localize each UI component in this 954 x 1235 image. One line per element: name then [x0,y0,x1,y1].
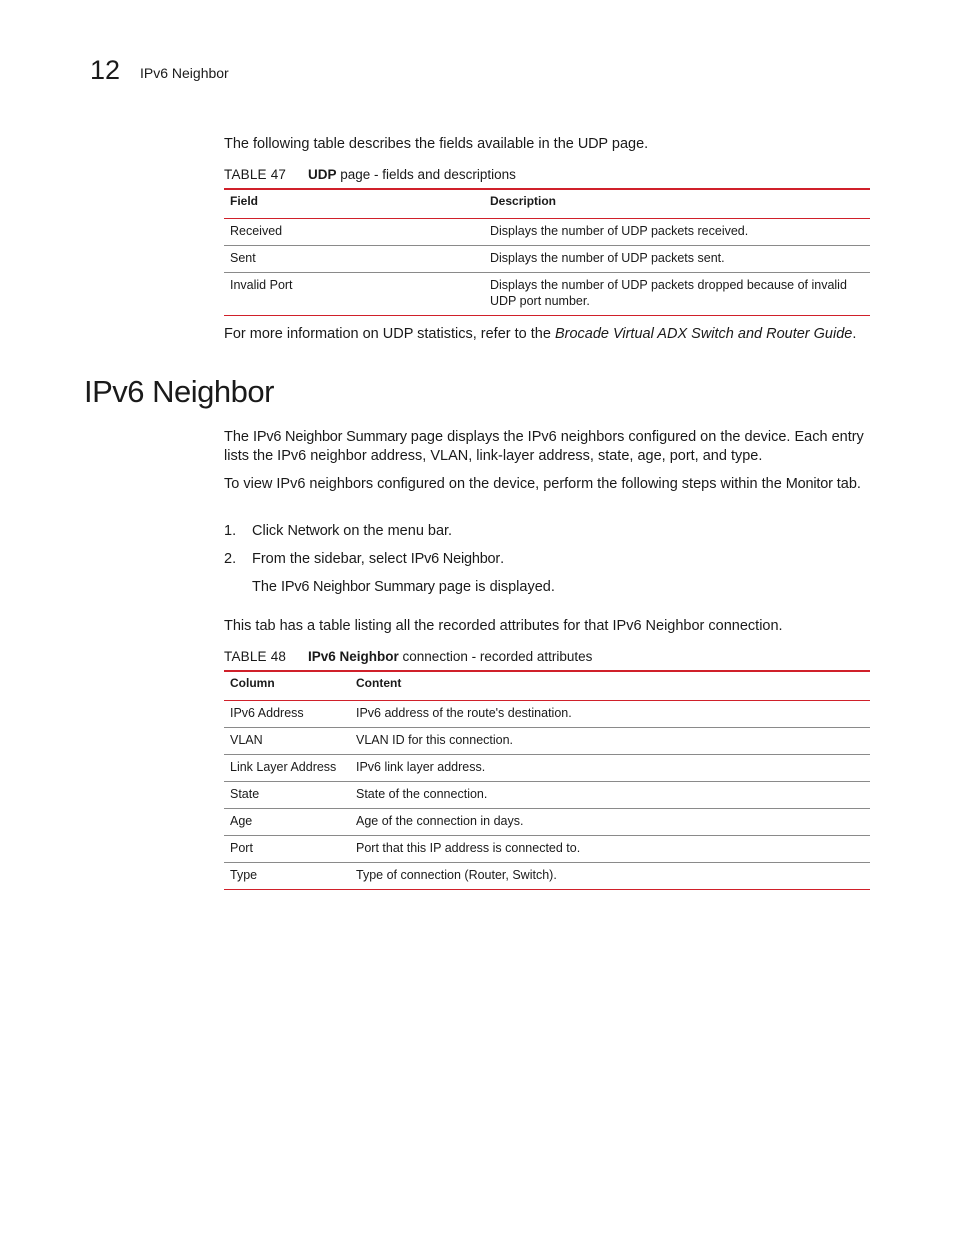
table-row [224,836,870,863]
section-heading: IPv6 Neighbor [84,374,274,409]
para-text: To view IPv6 neighbors configured on the device, perform the following steps within the [224,476,786,492]
ui-term: Monitor [785,476,833,492]
table-47-caption [224,167,516,182]
step-1 [224,522,452,541]
step-text: on the menu bar. [339,523,453,539]
para-text: The [224,429,254,445]
ui-term: IPv6 Neighbor [410,551,501,567]
ipv6-para-2 [224,475,874,494]
table-cell: Type [224,863,350,890]
table-row [224,809,870,836]
header-content: Content [356,676,402,690]
table-cell: VLAN ID for this connection. [350,728,870,755]
step-2 [224,550,504,569]
table-cell: State [224,782,350,809]
running-title: IPv6 Neighbor [140,65,229,81]
table-cell: IPv6 Address [224,701,350,728]
table-cell: Invalid Port [224,273,484,316]
table-cell: IPv6 address of the route's destination. [350,701,870,728]
table-cell: Displays the number of UDP packets received. [484,219,870,246]
table-47-ui-term: UDP [308,167,337,182]
header-description: Description [490,194,557,208]
table-48-label: TABLE 48 [224,649,287,664]
header-field: Field [230,194,259,208]
table-cell: IPv6 link layer address. [350,755,870,782]
ui-term: IPv6 Neighbor Summary [253,429,407,445]
table-row [224,755,870,782]
table-cell: Port [224,836,350,863]
udp-ui-term: UDP [577,136,608,152]
step-text: Click [252,523,288,539]
table-cell: Displays the number of UDP packets sent. [484,246,870,273]
step-text: . [500,551,505,567]
table-cell: Type of connection (Router, Switch). [350,863,870,890]
table-48-caption [224,649,592,664]
guide-title: Brocade Virtual ADX Switch and Router Guide [554,326,853,342]
table-row [224,246,870,273]
table-cell: Sent [224,246,484,273]
table-row [224,782,870,809]
udp-intro [224,135,648,154]
step-text: The [252,579,282,595]
udp-intro-text: The following table describes the fields available in the [224,136,578,152]
chapter-number: 12 [90,55,121,85]
ui-term: IPv6 Neighbor Summary [281,579,435,595]
ipv6-para-3: This tab has a table listing all the recorded attributes for that IPv6 Neighbor connection. [224,618,783,634]
table-48-title: connection - recorded attributes [398,649,593,664]
table-cell: Port that this IP address is connected to. [350,836,870,863]
para-text: tab. [832,476,861,492]
step-text: From the sidebar, select [252,551,411,567]
step-number: 2. [224,551,237,567]
udp-fields-table [224,188,870,316]
table-row [224,863,870,890]
table-47-label: TABLE 47 [224,167,287,182]
step-text: page is displayed. [434,579,555,595]
ipv6-attributes-table [224,670,870,890]
table-cell: Link Layer Address [224,755,350,782]
table-cell: Displays the number of UDP packets dropped because of invalid UDP port number. [484,273,870,316]
step-result [252,578,555,597]
more-info-text: For more information on UDP statistics, refer to the [224,326,555,342]
table-cell: State of the connection. [350,782,870,809]
more-info-end: . [852,326,857,342]
ui-term: Network [287,523,340,539]
table-cell: VLAN [224,728,350,755]
table-row [224,728,870,755]
more-info [224,325,856,344]
header-column: Column [230,676,275,690]
table-row [224,219,870,246]
table-47-title: page - fields and descriptions [336,167,516,182]
table-row [224,701,870,728]
table-cell: Age [224,809,350,836]
udp-intro-end: page. [607,136,649,152]
table-header-row [224,671,870,701]
step-number: 1. [224,523,237,539]
table-row [224,273,870,316]
table-48-ui-term: IPv6 Neighbor [308,649,399,664]
para-text: page displays the IPv6 neighbors configured on the device. Each entry lists the IPv6 neighbor address, VLAN, link-layer address, state, age, port, and type. [224,429,864,464]
table-header-row [224,189,870,219]
table-cell: Received [224,219,484,246]
ipv6-para-1 [224,428,874,466]
table-cell: Age of the connection in days. [350,809,870,836]
